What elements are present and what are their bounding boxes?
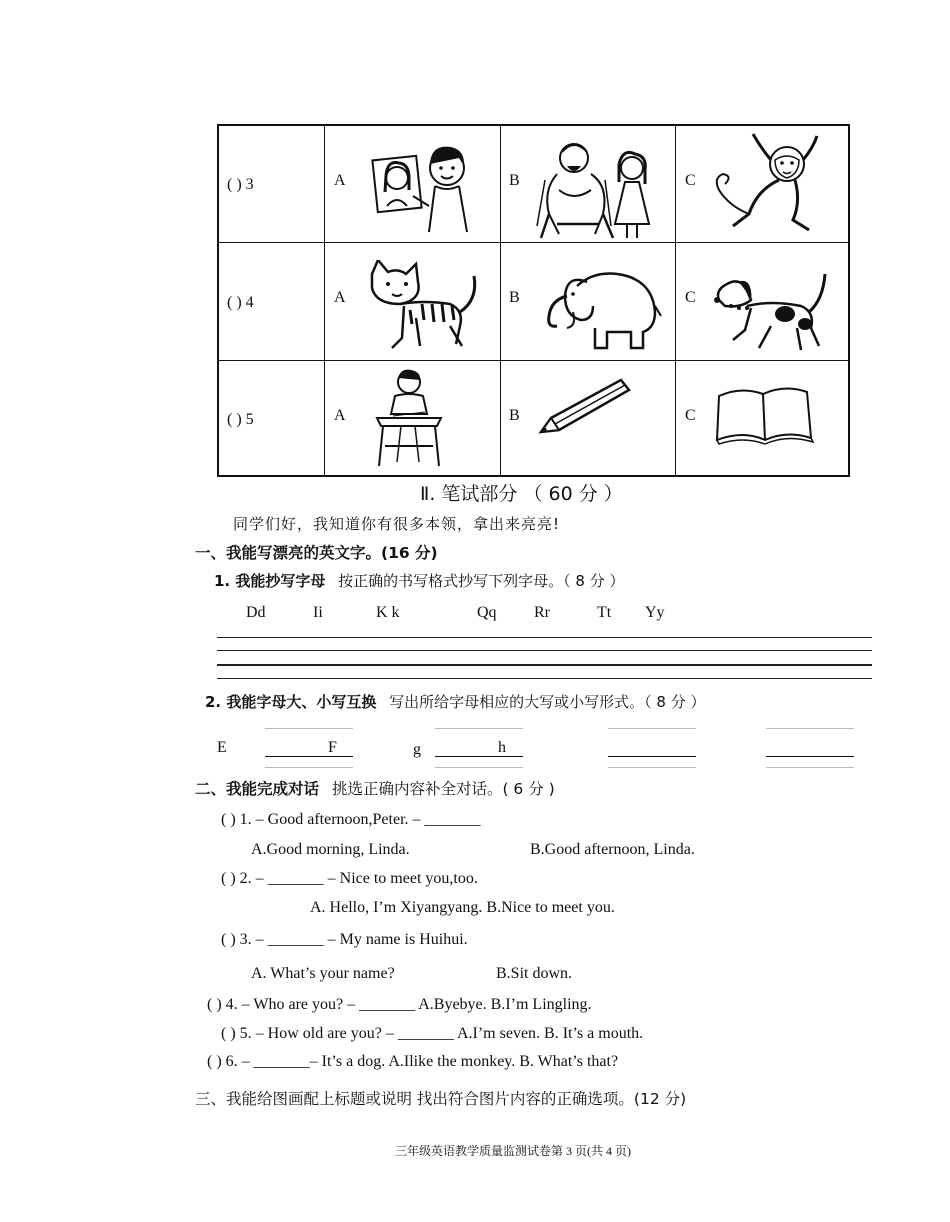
dialog-question-3: ( ) 3. – _______ – My name is Huihui.: [221, 931, 468, 948]
part1-q2-instructions: 写出所给字母相应的大写或小写形式。（ 8 分 ）: [389, 693, 706, 711]
dialog-options: A. Hello, I’m Xiyangyang. B.Nice to meet you.: [310, 899, 615, 916]
letter-pair: Rr: [534, 604, 550, 621]
question-number: ( ) 4: [227, 294, 254, 311]
given-letter: E: [217, 739, 227, 756]
writing-line[interactable]: [217, 678, 872, 679]
writing-line[interactable]: [217, 637, 872, 638]
part2-instructions: 挑选正确内容补全对话。( 6 分 ): [331, 780, 555, 798]
greeting-text: 同学们好，我知道你有很多本领，拿出来亮亮!: [233, 515, 561, 533]
option-label: A: [334, 407, 346, 424]
row-divider: [219, 360, 848, 361]
dog-icon: [711, 270, 831, 352]
guide-line: [265, 767, 353, 768]
letter-pair: K k: [376, 604, 400, 621]
option-label: A: [334, 172, 346, 189]
boy-at-desk-icon: [371, 366, 446, 470]
part2-title: [195, 777, 555, 799]
dialog-option: A.Good morning, Linda.: [251, 841, 410, 858]
letter-pair: Yy: [645, 604, 665, 621]
dialog-option: A. What’s your name?: [251, 965, 395, 982]
answer-letter: F: [328, 739, 337, 756]
answer-blank[interactable]: [766, 756, 854, 757]
option-label: C: [685, 172, 696, 189]
part1-title: 一、我能写漂亮的英文字。(16 分): [195, 544, 438, 562]
answer-blank[interactable]: [608, 756, 696, 757]
question-number: ( ) 3: [227, 176, 254, 193]
elephant-icon: [537, 266, 662, 352]
monkey-icon: [709, 130, 829, 240]
grandpa-and-girl-icon: [529, 130, 664, 240]
guide-line: [766, 728, 854, 729]
picture-table: [217, 124, 850, 477]
dialog-question-5: ( ) 5. – How old are you? – _______ A.I’m seven. B. It’s a mouth.: [221, 1025, 644, 1042]
option-label: B: [509, 407, 520, 424]
answer-blank[interactable]: [265, 756, 353, 757]
part3-title: 三、我能给图画配上标题或说明 找出符合图片内容的正确选项。(12 分): [195, 1090, 687, 1108]
dialog-question-4: ( ) 4. – Who are you? – _______ A.Byebye. B.I’m Lingling.: [207, 996, 592, 1013]
option-label: C: [685, 407, 696, 424]
guide-line: [435, 767, 523, 768]
letter-pair: Ii: [313, 604, 323, 621]
part2-title-label: 二、我能完成对话: [195, 780, 320, 798]
guide-line: [435, 728, 523, 729]
page-footer: 三年级英语教学质量监测试卷第 3 页(共 4 页): [395, 1144, 631, 1158]
guide-line: [766, 767, 854, 768]
guide-line: [265, 728, 353, 729]
question-number: ( ) 5: [227, 411, 254, 428]
dialog-question-1: ( ) 1. – Good afternoon,Peter. – _______: [221, 811, 481, 828]
col-divider: [324, 126, 325, 475]
writing-line[interactable]: [217, 664, 872, 666]
letter-pair: Dd: [246, 604, 266, 621]
writing-line[interactable]: [217, 650, 872, 651]
option-label: C: [685, 289, 696, 306]
book-icon: [715, 382, 815, 448]
given-letter: g: [413, 741, 421, 758]
guide-line: [608, 728, 696, 729]
answer-blank[interactable]: [435, 756, 523, 757]
option-label: B: [509, 172, 520, 189]
col-divider: [675, 126, 676, 475]
letter-pair: Tt: [597, 604, 612, 621]
cat-icon: [364, 260, 484, 356]
part1-q1-label: 1. 我能抄写字母: [214, 572, 326, 590]
option-label: A: [334, 289, 346, 306]
col-divider: [500, 126, 501, 475]
boy-and-girl-portrait-icon: [369, 136, 484, 236]
part1-q1: [214, 570, 625, 591]
part1-q2-label: 2. 我能字母大、小写互换: [205, 693, 377, 711]
answer-letter: h: [498, 739, 506, 756]
option-label: B: [509, 289, 520, 306]
dialog-option: B.Sit down.: [496, 965, 573, 982]
pencil-icon: [537, 376, 632, 438]
letter-pair: Qq: [477, 604, 497, 621]
part1-q1-instructions: 按正确的书写格式抄写下列字母。（ 8 分 ）: [338, 572, 625, 590]
section-title: Ⅱ. 笔试部分 （ 60 分 ）: [420, 483, 623, 505]
row-divider: [219, 242, 848, 243]
dialog-question-6: ( ) 6. – _______– It’s a dog. A.Ilike the monkey. B. What’s that?: [207, 1053, 619, 1070]
part1-q2: [205, 691, 706, 712]
dialog-question-2: ( ) 2. – _______ – Nice to meet you,too.: [221, 870, 478, 887]
dialog-option: B.Good afternoon, Linda.: [530, 841, 695, 858]
guide-line: [608, 767, 696, 768]
